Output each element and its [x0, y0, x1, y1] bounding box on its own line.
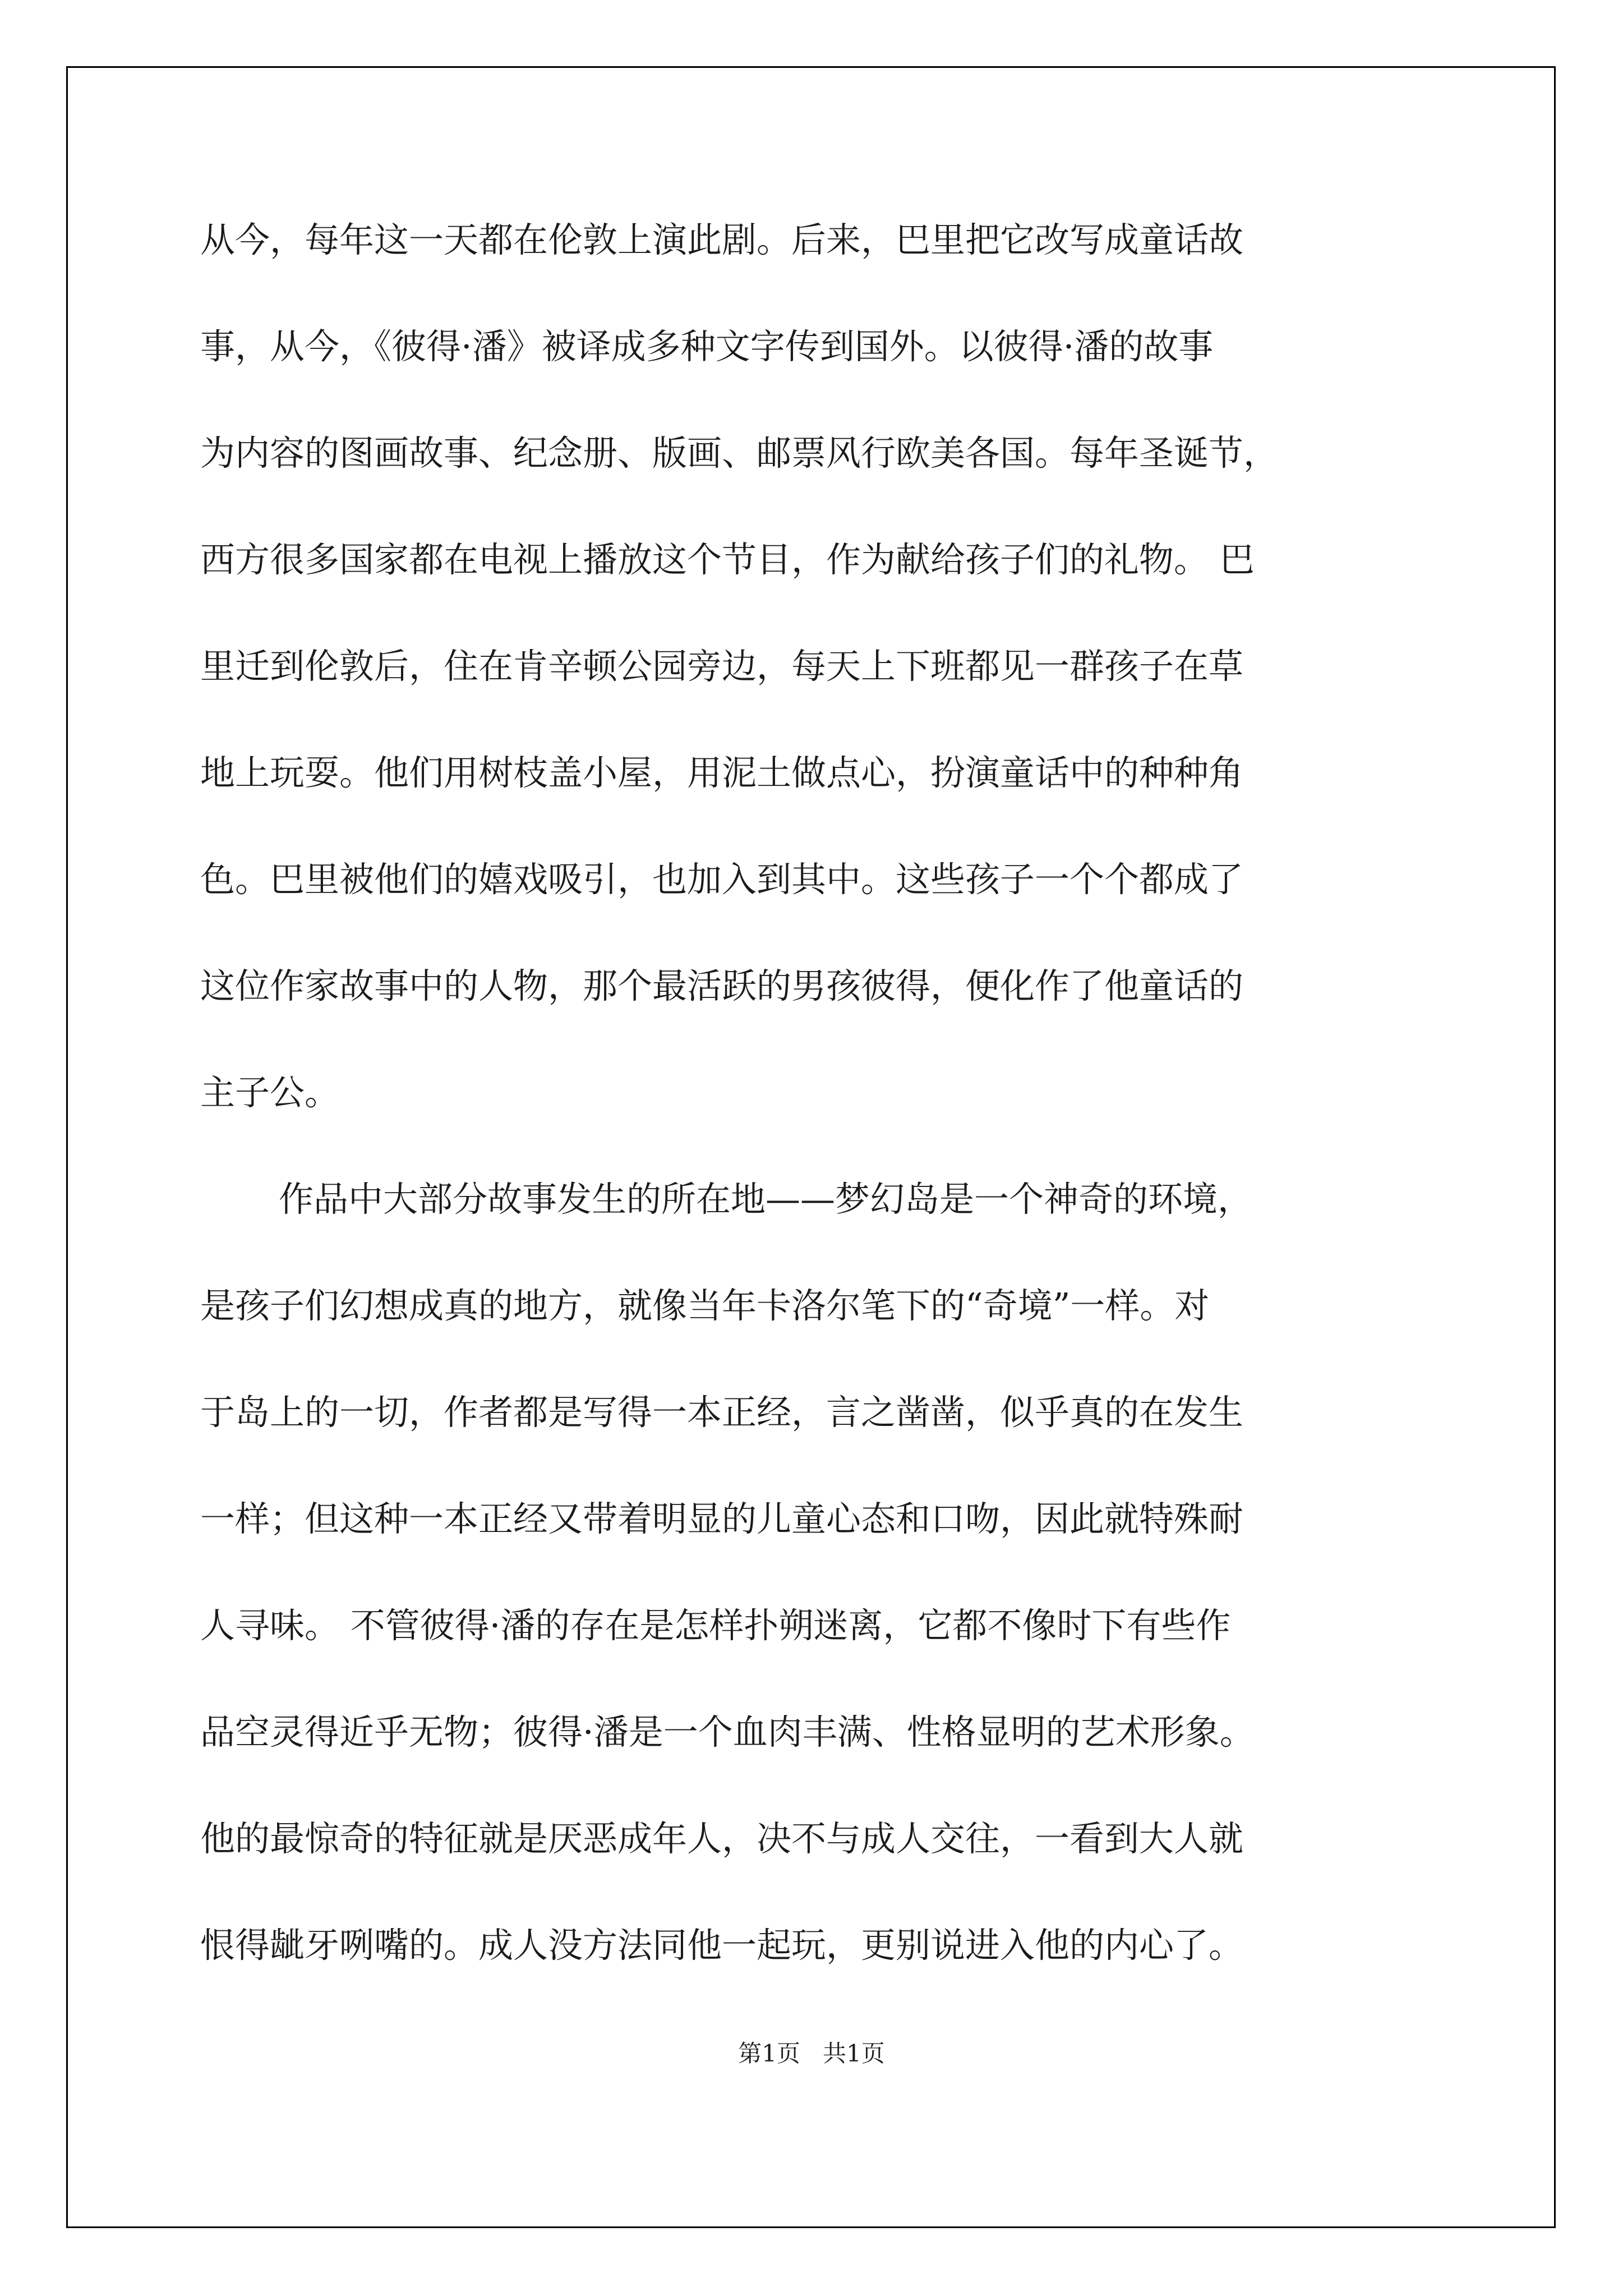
- text-line: 西方很多国家都在电视上播放这个节目，作为献给孩子们的礼物。 巴: [200, 539, 1255, 580]
- text-line: 于岛上的一切，作者都是写得一本正经，言之凿凿，似乎真的在发生: [200, 1392, 1244, 1433]
- text-line: 品空灵得近乎无物；彼得·潘是一个血肉丰满、性格显明的艺术形象。: [200, 1711, 1255, 1752]
- text-line: 色。巴里被他们的嬉戏吸引，也加入到其中。这些孩子一个个都成了: [200, 859, 1244, 900]
- text-line: 他的最惊奇的特征就是厌恶成年人，决不与成人交往，一看到大人就: [200, 1818, 1244, 1859]
- page-number: 第1页 共1页: [738, 2040, 885, 2067]
- text-line: 为内容的图画故事、纪念册、版画、邮票风行欧美各国。每年圣诞节，: [200, 432, 1279, 473]
- text-line: 事，从今，《彼得·潘》被译成多种文字传到国外。以彼得·潘的故事: [200, 326, 1214, 367]
- text-line: 一样；但这种一本正经又带着明显的儿童心态和口吻，因此就特殊耐: [200, 1498, 1244, 1539]
- text-line: 是孩子们幻想成真的地方，就像当年卡洛尔笔下的“奇境”一样。对: [200, 1285, 1210, 1326]
- text-line: 这位作家故事中的人物，那个最活跃的男孩彼得，便化作了他童话的: [200, 965, 1244, 1006]
- paragraph-start-line: 作品中大部分故事发生的所在地——梦幻岛是一个神奇的环境，: [279, 1179, 1253, 1220]
- text-line: 里迁到伦敦后，住在肯辛顿公园旁边，每天上下班都见一群孩子在草: [200, 646, 1244, 687]
- page-footer: [0, 2035, 1623, 2069]
- document-body: [200, 212, 1423, 2024]
- text-line: 主子公。: [200, 1072, 340, 1113]
- text-line: 从今，每年这一天都在伦敦上演此剧。后来，巴里把它改写成童话故: [200, 219, 1244, 260]
- text-line: 恨得龇牙咧嘴的。成人没方法同他一起玩，更别说进入他的内心了。: [200, 1925, 1244, 1966]
- text-line: 人寻味。 不管彼得·潘的存在是怎样扑朔迷离，它都不像时下有些作: [200, 1605, 1231, 1646]
- text-line: 地上玩耍。他们用树枝盖小屋，用泥土做点心，扮演童话中的种种角: [200, 752, 1244, 793]
